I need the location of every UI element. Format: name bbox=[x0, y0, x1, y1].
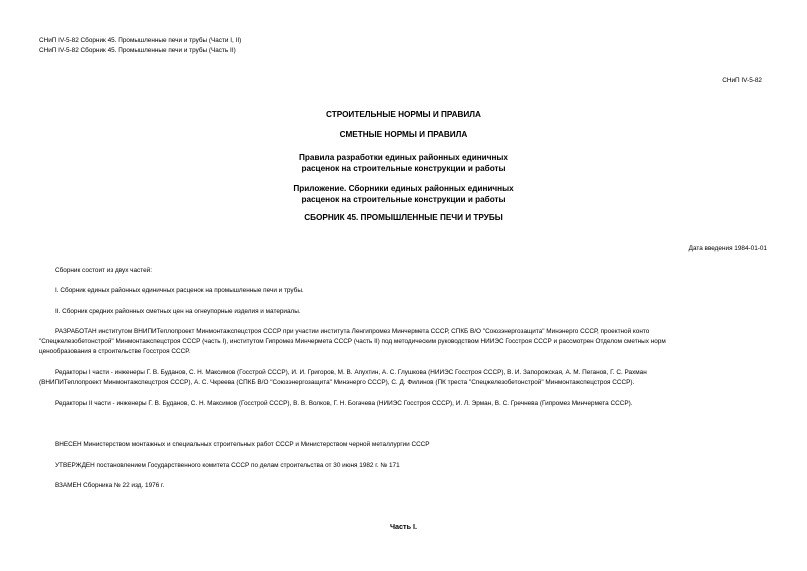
related-doc-link-parts-1-2[interactable]: СНиП IV-5-82 Сборник 45. Промышленные печи и трубы (Части I, II) bbox=[39, 37, 242, 44]
paragraph-part-2: II. Сборник средних районных сметных цен на огнеупорные изделия и материалы. bbox=[55, 308, 301, 315]
developed-by-line-3: ценообразования в строительстве Госстроя СССР. bbox=[39, 348, 191, 356]
editors-part-1-line-1: Редакторы I части - инженеры Г. В. Буданов, С. Н. Максимов (Госстрой СССР), И. И. Григоров, М. В. Апухтин, А. С. Глушкова (НИИЭС Госстроя СССР), В. И. Запорожская, А. М. Пеганов, Г. С. Рахман bbox=[55, 369, 647, 376]
title-rules-line-1: Правила разработки единых районных единичных bbox=[299, 153, 508, 162]
paragraph-introduced-by: ВНЕСЕН Министерством монтажных и специальных строительных работ СССР и Министерством черной металлургии СССР bbox=[55, 441, 430, 448]
paragraph-developed-by bbox=[39, 327, 770, 358]
related-doc-link-part-2[interactable]: СНиП IV-5-82 Сборник 45. Промышленные печи и трубы (Часть II) bbox=[39, 47, 236, 54]
paragraph-parts-intro: Сборник состоит из двух частей: bbox=[55, 267, 153, 274]
paragraph-replaces: ВЗАМЕН Сборника № 22 изд. 1976 г. bbox=[55, 482, 165, 489]
title-appendix-line-1: Приложение. Сборники единых районных единичных bbox=[293, 184, 514, 193]
title-collection-45: СБОРНИК 45. ПРОМЫШЛЕННЫЕ ПЕЧИ И ТРУБЫ bbox=[304, 213, 503, 222]
part-heading: Часть I. bbox=[390, 522, 417, 531]
title-appendix-line-2: расценок на строительные конструкции и работы bbox=[301, 195, 506, 204]
paragraph-editors-part-2: Редакторы II части - инженеры Г. В. Буданов, С. Н. Максимов (Госстрой СССР), В. В. Волков, Г. Н. Богачева (НИИЭС Госстроя СССР), И. Л. Эрман, В. С. Гречнева (Гипромез Минчермета СССР). bbox=[55, 400, 633, 407]
title-building-norms: СТРОИТЕЛЬНЫЕ НОРМЫ И ПРАВИЛА bbox=[326, 110, 481, 119]
editors-part-1-line-2: (ВНИПИТеплопроект Минмонтажспецстроя СССР), А. С. Чкреева (СПКБ В/О "Союзэнергозащита" Минэнерго СССР), С. Д. Филинов (ПК треста "Спецжелезобетонстрой" Минмонтажспецстроя СССР). bbox=[39, 379, 635, 387]
developed-by-line-2: "Спецжелезобетонстрой" Минмонтажспецстроя СССР (часть I), институтом Гипромез Минчермета СССР (часть II) под методическим руководством НИИЭС Госстроя СССР и рассмотрен Отделом сметных норм bbox=[39, 338, 666, 346]
title-rules bbox=[0, 152, 807, 174]
introduction-date: Дата введения 1984-01-01 bbox=[688, 245, 767, 252]
title-rules-line-2: расценок на строительные конструкции и работы bbox=[301, 164, 506, 173]
paragraph-editors-part-1 bbox=[39, 368, 770, 388]
paragraph-approved-by: УТВЕРЖДЕН постановлением Государственного комитета СССР по делам строительства от 30 июня 1982 г. № 171 bbox=[55, 462, 400, 469]
title-appendix bbox=[0, 183, 807, 205]
developed-by-line-1: РАЗРАБОТАН институтом ВНИПИТеплопроект Минмонтажспецстроя СССР при участии института Ленгипромез Минчермета СССР, СПКБ В/О "Союзэнергозащита" Минэнерго СССР, проектной конто bbox=[55, 328, 650, 335]
paragraph-part-1: I. Сборник единых районных единичных расценок на промышленные печи и трубы. bbox=[55, 287, 304, 294]
document-code: СНиП IV-5-82 bbox=[722, 77, 762, 84]
title-estimate-norms: СМЕТНЫЕ НОРМЫ И ПРАВИЛА bbox=[339, 130, 468, 139]
